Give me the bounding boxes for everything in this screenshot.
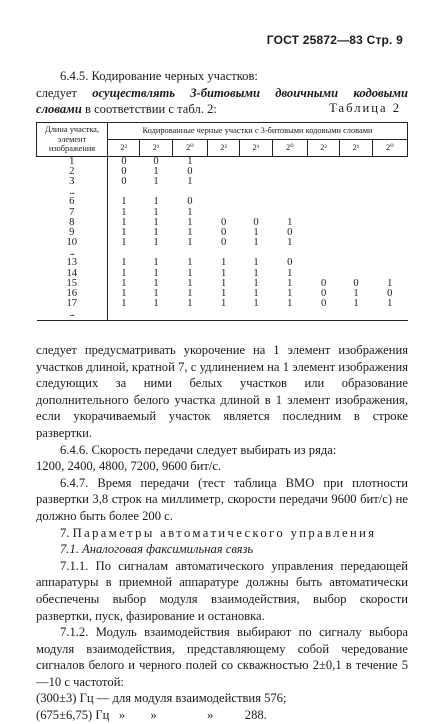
bit-header: 2¹ (240, 139, 272, 156)
code-cell (207, 197, 239, 207)
code-cell: 1 (121, 226, 127, 238)
code-cell (340, 207, 372, 217)
code-cell (240, 187, 272, 197)
code-cell: 1 (187, 175, 193, 187)
code-cell: 1 (153, 226, 159, 238)
code-cell (240, 156, 272, 167)
bit-header: 2¹ (340, 139, 372, 156)
length-cell: 14 (37, 269, 108, 279)
bit-header: 2¹ (140, 139, 172, 156)
code-cell (340, 238, 372, 248)
length-cell: ... (37, 248, 108, 258)
code-cell: 1 (187, 237, 193, 249)
length-cell: ... (37, 309, 108, 320)
length-cell: 9 (37, 228, 108, 238)
paragraph-7-1-2: 7.1.2. Модуль взаимодействия выбирают по сигналу выбора модуля взаимодействия, представляющему собой чередование сигналов белого и черного полей со скважностью 2±0,1 в течение 5—10 с частотой: (36, 625, 408, 689)
code-cell: 1 (187, 267, 193, 279)
code-cell (307, 309, 339, 320)
code-cell: 0 (287, 226, 293, 238)
code-cell: 1 (187, 216, 193, 228)
code-cell: 1 (153, 165, 159, 177)
body-text (36, 342, 408, 724)
code-cell: 1 (121, 267, 127, 279)
code-cell: 1 (253, 288, 259, 300)
frequency-line-2: (675±6,75) Гц » » » 288. (36, 708, 267, 723)
code-cell: 1 (253, 226, 259, 238)
length-cell: 17 (37, 299, 108, 309)
bit-header: 2⁰ (172, 139, 207, 156)
paragraph-7-1-1: 7.1.1. По сигналам автоматического управления передающей аппаратуры в приемной аппаратуре должны быть автоматически обеспечены выбор модуля взаимодействия, выбор скорости развертки, пуск, фазирование и остановка. (36, 558, 408, 623)
code-cell: 0 (187, 196, 193, 208)
code-table (36, 122, 408, 321)
code-cell: 1 (287, 216, 293, 228)
code-cell: 0 (220, 226, 227, 238)
code-cell: 1 (253, 298, 259, 310)
length-cell: 16 (37, 289, 108, 299)
length-cell: 2 (37, 167, 108, 177)
code-cell: 1 (153, 267, 159, 279)
section-7-title: Параметры автоматического управления (72, 525, 377, 540)
code-cell: 1 (287, 237, 293, 249)
length-cell: 13 (37, 258, 108, 268)
code-cell: 1 (387, 298, 393, 310)
table-row (37, 167, 408, 177)
intro-emphasis: осуществлять 3-битовыми двоичными кодовыми словами (36, 85, 409, 117)
code-cell: 1 (353, 298, 359, 310)
speed-values: 1200, 2400, 4800, 7200, 9600 бит/с. (36, 459, 222, 474)
code-cell (307, 238, 339, 248)
code-cell: 1 (153, 237, 159, 249)
section-7-1-heading: 7.1. Аналоговая факсимильная связь (60, 542, 254, 557)
code-cell (372, 218, 407, 228)
code-cell: 1 (287, 267, 293, 279)
code-cell: 1 (121, 298, 127, 310)
code-cell: 0 (353, 277, 359, 289)
code-cell: 0 (320, 288, 327, 300)
section-7-heading (36, 525, 408, 542)
code-cell: 1 (121, 196, 127, 208)
code-cell (372, 238, 407, 248)
code-cell (240, 197, 272, 207)
code-cell: 1 (353, 288, 359, 300)
code-cell: 1 (187, 277, 193, 289)
code-cell (372, 197, 407, 207)
code-cell (272, 197, 307, 207)
code-cell: 1 (220, 267, 227, 279)
code-cell: 1 (121, 237, 127, 249)
code-cell: 1 (187, 226, 193, 238)
code-cell: 1 (287, 298, 293, 310)
bit-header: 2² (307, 139, 339, 156)
table-row (37, 197, 408, 207)
code-cell: 1 (187, 257, 193, 269)
code-cell: 1 (121, 206, 127, 218)
code-cell: 1 (187, 288, 193, 300)
code-cell: 0 (121, 175, 127, 187)
code-cell (340, 167, 372, 177)
table-row (37, 156, 408, 167)
length-cell: ... (37, 187, 108, 197)
code-cell (372, 187, 407, 197)
code-cell: 1 (187, 206, 193, 218)
length-cell: 10 (37, 238, 108, 248)
code-cell (307, 207, 339, 217)
length-cell: 3 (37, 177, 108, 187)
code-cell (240, 309, 272, 320)
code-cell: 1 (253, 277, 259, 289)
code-cell: 0 (220, 216, 227, 228)
section-7-number: 7. (60, 525, 73, 540)
length-cell: 6 (37, 197, 108, 207)
code-cell (207, 309, 239, 320)
code-cell: 1 (220, 288, 227, 300)
code-cell (108, 309, 140, 320)
code-cell (340, 177, 372, 187)
code-cell (372, 228, 407, 238)
frequency-line-1: (300±3) Гц — для модуля взаимодействия 576; (36, 691, 287, 706)
code-cell: 1 (253, 267, 259, 279)
code-cell (340, 258, 372, 268)
code-cell (372, 156, 407, 167)
code-cell: 0 (220, 237, 227, 249)
code-cell (372, 177, 407, 187)
code-cell (307, 258, 339, 268)
code-cell (272, 309, 307, 320)
code-cell (372, 167, 407, 177)
code-cell: 1 (253, 257, 259, 269)
code-cell (272, 156, 307, 167)
code-cell: 0 (153, 155, 159, 167)
code-cell: 0 (320, 298, 327, 310)
code-cell: 1 (387, 277, 393, 289)
code-cell (307, 197, 339, 207)
code-cell: 0 (387, 288, 393, 300)
code-cell (272, 187, 307, 197)
code-cell: 1 (153, 257, 159, 269)
code-cell: 1 (121, 216, 127, 228)
length-cell: 1 (37, 156, 108, 167)
code-cell (372, 309, 407, 320)
group-header: Кодированные черные участки с 3-битовыми кодовыми словами (108, 123, 408, 140)
code-cell: 1 (220, 277, 227, 289)
length-cell: 7 (37, 207, 108, 217)
page-header: ГОСТ 25872—83 Стр. 9 (266, 33, 403, 47)
code-cell (207, 156, 239, 167)
intro-text: следует (36, 85, 93, 100)
code-cell: 1 (153, 298, 159, 310)
code-cell (307, 248, 339, 258)
bit-header: 2² (108, 139, 140, 156)
paragraph-after-table: следует предусматривать укорочение на 1 элемент изображения участков длиной, кратной 7, с удлинением на 1 элемент изображения следующих за ними белых участков или образование дополнительного белого участка длиной в 1 элемент изображения, если укорачиваемый участок является последним в строке развертки. (36, 343, 408, 440)
paragraph-6-4-6: 6.4.6. Скорость передачи следует выбирать из ряда: (60, 442, 337, 457)
bit-header: 2⁰ (272, 139, 307, 156)
code-cell: 0 (121, 155, 127, 167)
code-cell (240, 177, 272, 187)
code-cell: 0 (121, 165, 127, 177)
code-cell (340, 248, 372, 258)
table-row (37, 187, 408, 197)
table-row (37, 309, 408, 320)
code-cell (307, 228, 339, 238)
code-cell (372, 248, 407, 258)
code-cell (207, 167, 239, 177)
code-cell: 1 (153, 288, 159, 300)
code-cell (307, 177, 339, 187)
intro-text-end: в соответствии с табл. 2: (81, 102, 217, 117)
code-cell: 0 (287, 257, 293, 269)
code-cell (307, 218, 339, 228)
code-cell (372, 258, 407, 268)
code-cell: 1 (220, 298, 227, 310)
code-cell: 0 (253, 216, 259, 228)
code-cell: 1 (253, 237, 259, 249)
code-cell (240, 167, 272, 177)
section-heading: 6.4.5. Кодирование черных участков: (60, 69, 258, 83)
code-cell (340, 228, 372, 238)
code-cell: 1 (153, 277, 159, 289)
code-cell: 1 (153, 175, 159, 187)
code-cell (207, 187, 239, 197)
code-cell (140, 309, 172, 320)
code-cell (340, 197, 372, 207)
col-length-header: Длина участка, элемент изображения (37, 123, 108, 157)
code-cell: 1 (187, 155, 193, 167)
paragraph-6-4-7: 6.4.7. Время передачи (тест таблица ВМО при плотности развертки 3,8 строк на миллиметр, скорости передачи 9600 бит/с) не должно быть более 200 с. (36, 475, 408, 523)
code-cell: 1 (153, 196, 159, 208)
table-row (37, 238, 408, 248)
code-cell (340, 156, 372, 167)
code-cell: 1 (287, 277, 293, 289)
code-cell: 1 (121, 257, 127, 269)
code-cell (307, 167, 339, 177)
code-cell: 1 (153, 206, 159, 218)
table-caption: Таблица 2 (329, 101, 401, 115)
bit-header: 2⁰ (372, 139, 407, 156)
code-cell: 1 (153, 216, 159, 228)
code-cell (207, 177, 239, 187)
code-cell (172, 309, 207, 320)
code-cell (272, 177, 307, 187)
code-cell (372, 207, 407, 217)
code-cell: 1 (220, 257, 227, 269)
code-cell (340, 218, 372, 228)
code-cell: 0 (187, 165, 193, 177)
code-cell: 1 (287, 288, 293, 300)
bit-header: 2² (207, 139, 239, 156)
code-cell (272, 167, 307, 177)
length-cell: 8 (37, 218, 108, 228)
code-cell: 0 (320, 277, 327, 289)
code-cell (307, 187, 339, 197)
code-cell: 1 (121, 277, 127, 289)
code-cell: 1 (187, 298, 193, 310)
code-cell (340, 309, 372, 320)
table-row (37, 299, 408, 309)
code-cell: 1 (121, 288, 127, 300)
table-row (37, 177, 408, 187)
length-cell: 15 (37, 279, 108, 289)
code-cell (340, 187, 372, 197)
code-cell (307, 156, 339, 167)
